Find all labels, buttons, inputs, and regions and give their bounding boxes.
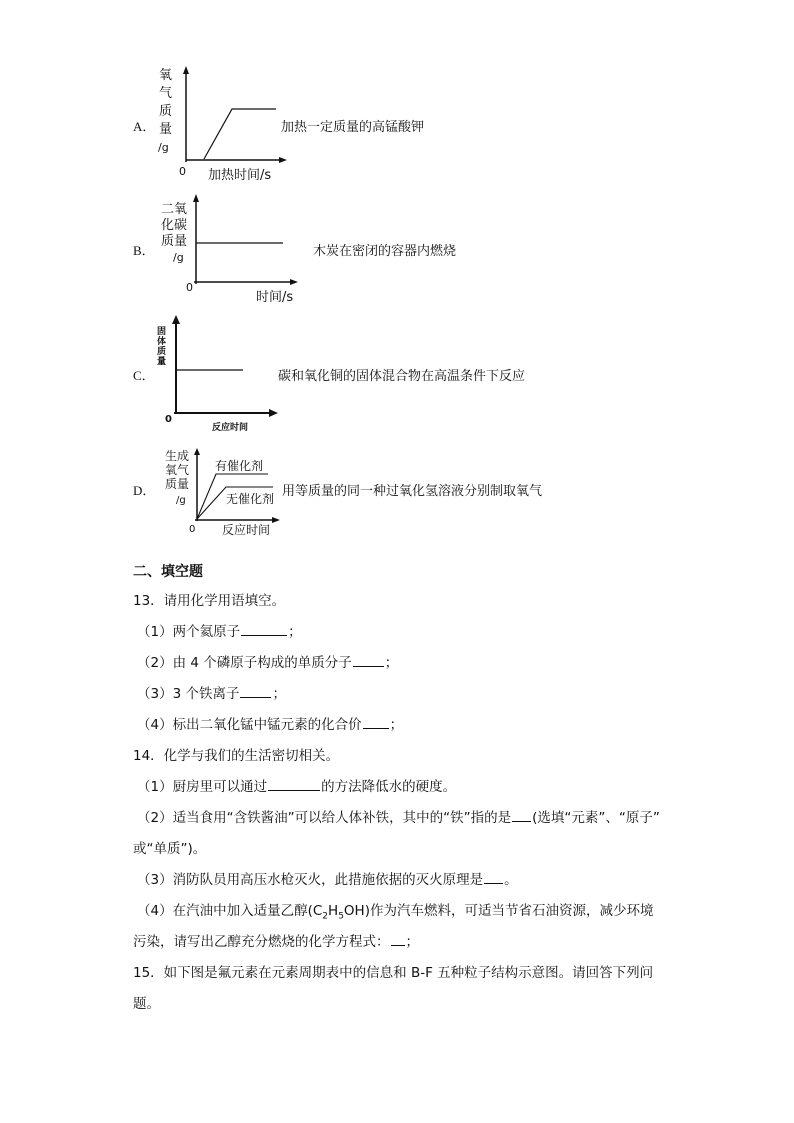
question-14-item-2-continued: 或“单质”)。: [133, 841, 207, 857]
answer-blank[interactable]: [268, 778, 320, 791]
question-13-item-1-end: ；: [288, 624, 302, 640]
question-14-item-3-text: （3）消防队员用高压水枪灭火，此措施依据的灭火原理是: [137, 872, 484, 888]
question-13-item-1-text: （1）两个氦原子: [137, 624, 241, 640]
option-a-y-label-4: 量: [159, 122, 173, 137]
option-c-graph: [152, 310, 282, 434]
option-d-description: 用等质量的同一种过氧化氢溶液分别制取氧气: [282, 484, 543, 499]
option-d-letter: D．: [133, 483, 156, 498]
answer-blank[interactable]: [391, 933, 405, 946]
question-13-item-3-text: （3）3 个铁离子: [137, 686, 240, 702]
option-b-y-label-2: 化碳: [161, 218, 188, 233]
question-13-item-1: [137, 620, 302, 640]
option-c-y-label-3: 质: [157, 347, 167, 357]
question-13-item-4: [137, 713, 403, 733]
option-d-y-label-4: /g: [176, 495, 186, 506]
option-c-x-label: 反应时间: [212, 423, 249, 433]
option-a-y-label-2: 气: [159, 86, 173, 101]
option-d-curve-label-catalyst: 有催化剂: [215, 459, 264, 473]
question-13-item-2-text: （2）由 4 个磷原子构成的单质分子: [137, 655, 352, 671]
option-d-curve-label-no-catalyst: 无催化剂: [226, 492, 275, 506]
option-a-y-label-5: /g: [158, 141, 169, 154]
question-14-item-4-text-b: H: [328, 903, 339, 919]
question-13-item-2: [137, 651, 398, 671]
subscript: 5: [338, 911, 344, 922]
question-13-item-2-end: ；: [384, 655, 399, 671]
subscript: 2: [322, 911, 329, 922]
option-b-y-label-1: 二氧: [161, 202, 188, 217]
option-a-description: 加热一定质量的高锰酸钾: [281, 120, 425, 135]
option-b-graph: [155, 188, 305, 306]
question-13-item-3: [137, 682, 286, 702]
option-a-letter: A．: [133, 119, 156, 134]
option-d-x-label: 反应时间: [222, 523, 271, 537]
question-14-item-2-text: （2）适当食用“含铁酱油”可以给人体补铁，其中的“铁”指的是: [137, 810, 512, 826]
question-14-item-1-end: 的方法降低水的硬度。: [321, 779, 457, 795]
answer-blank[interactable]: [353, 654, 384, 667]
option-d-y-label-2: 氧气: [165, 463, 190, 477]
question-13-item-4-text: （4）标出二氧化锰中锰元素的化合价: [137, 717, 362, 733]
option-c-description: 碳和氧化铜的固体混合物在高温条件下反应: [278, 369, 526, 384]
question-14-item-2: [137, 806, 660, 826]
question-15-line-1: 15．如下图是氟元素在元素周期表中的信息和 B-F 五种粒子结构示意图。请回答下列问: [133, 965, 654, 981]
question-14-item-1-text: （1）厨房里可以通过: [137, 779, 268, 795]
question-13-item-3-end: ；: [272, 686, 286, 702]
question-14-item-2-options: (选填“元素”、“原子”: [532, 810, 660, 826]
option-c-letter: C．: [133, 368, 155, 383]
option-d-y-label-3: 质量: [165, 477, 190, 491]
question-13-stem: 13．请用化学用语填空。: [133, 593, 286, 609]
question-14-item-4-continued: [133, 930, 419, 950]
answer-blank[interactable]: [240, 685, 271, 698]
answer-blank[interactable]: [512, 809, 531, 822]
answer-blank[interactable]: [241, 623, 287, 636]
answer-blank[interactable]: [363, 716, 389, 729]
option-a-graph: [150, 62, 290, 186]
question-14-item-4-line2-end: ；: [405, 934, 419, 950]
question-14-item-4: [137, 899, 653, 922]
question-14-item-4-line2-text: 污染，请写出乙醇充分燃烧的化学方程式：: [133, 934, 390, 950]
option-a-y-label-1: 氧: [159, 68, 173, 83]
option-d-y-label-1: 生成: [165, 449, 190, 463]
question-15-line-2: 题。: [133, 996, 160, 1012]
option-c-y-label-1: 固: [157, 327, 167, 337]
question-14-item-4-text-a: （4）在汽油中加入适量乙醇(C: [137, 903, 323, 919]
option-a-x-label: 加热时间/s: [208, 168, 272, 183]
option-c-y-label-4: 量: [157, 357, 167, 367]
question-14-item-3: [137, 868, 518, 888]
option-d-origin: 0: [189, 524, 196, 535]
option-b-letter: B．: [133, 243, 155, 258]
option-d-graph: [160, 442, 284, 537]
question-14-item-3-end: 。: [504, 872, 518, 888]
option-b-origin: 0: [186, 281, 193, 294]
section-title: 二、填空题: [133, 564, 203, 580]
option-a-y-label-3: 质: [159, 104, 173, 119]
option-b-y-label-4: /g: [173, 251, 184, 264]
option-b-x-label: 时间/s: [256, 290, 294, 305]
option-b-description: 木炭在密闭的容器内燃烧: [313, 244, 457, 259]
question-14-stem: 14．化学与我们的生活密切相关。: [133, 748, 340, 764]
question-14-item-1: [137, 775, 456, 795]
option-c-y-label-2: 体: [157, 337, 167, 347]
question-13-item-4-end: ；: [389, 717, 404, 733]
answer-blank[interactable]: [484, 871, 503, 884]
option-a-origin: 0: [179, 165, 186, 178]
question-14-item-4-text-c: OH)作为汽车燃料，可适当节省石油资源，减少环境: [343, 903, 654, 919]
option-b-y-label-3: 质量: [161, 234, 188, 249]
option-c-origin: 0: [165, 414, 172, 425]
